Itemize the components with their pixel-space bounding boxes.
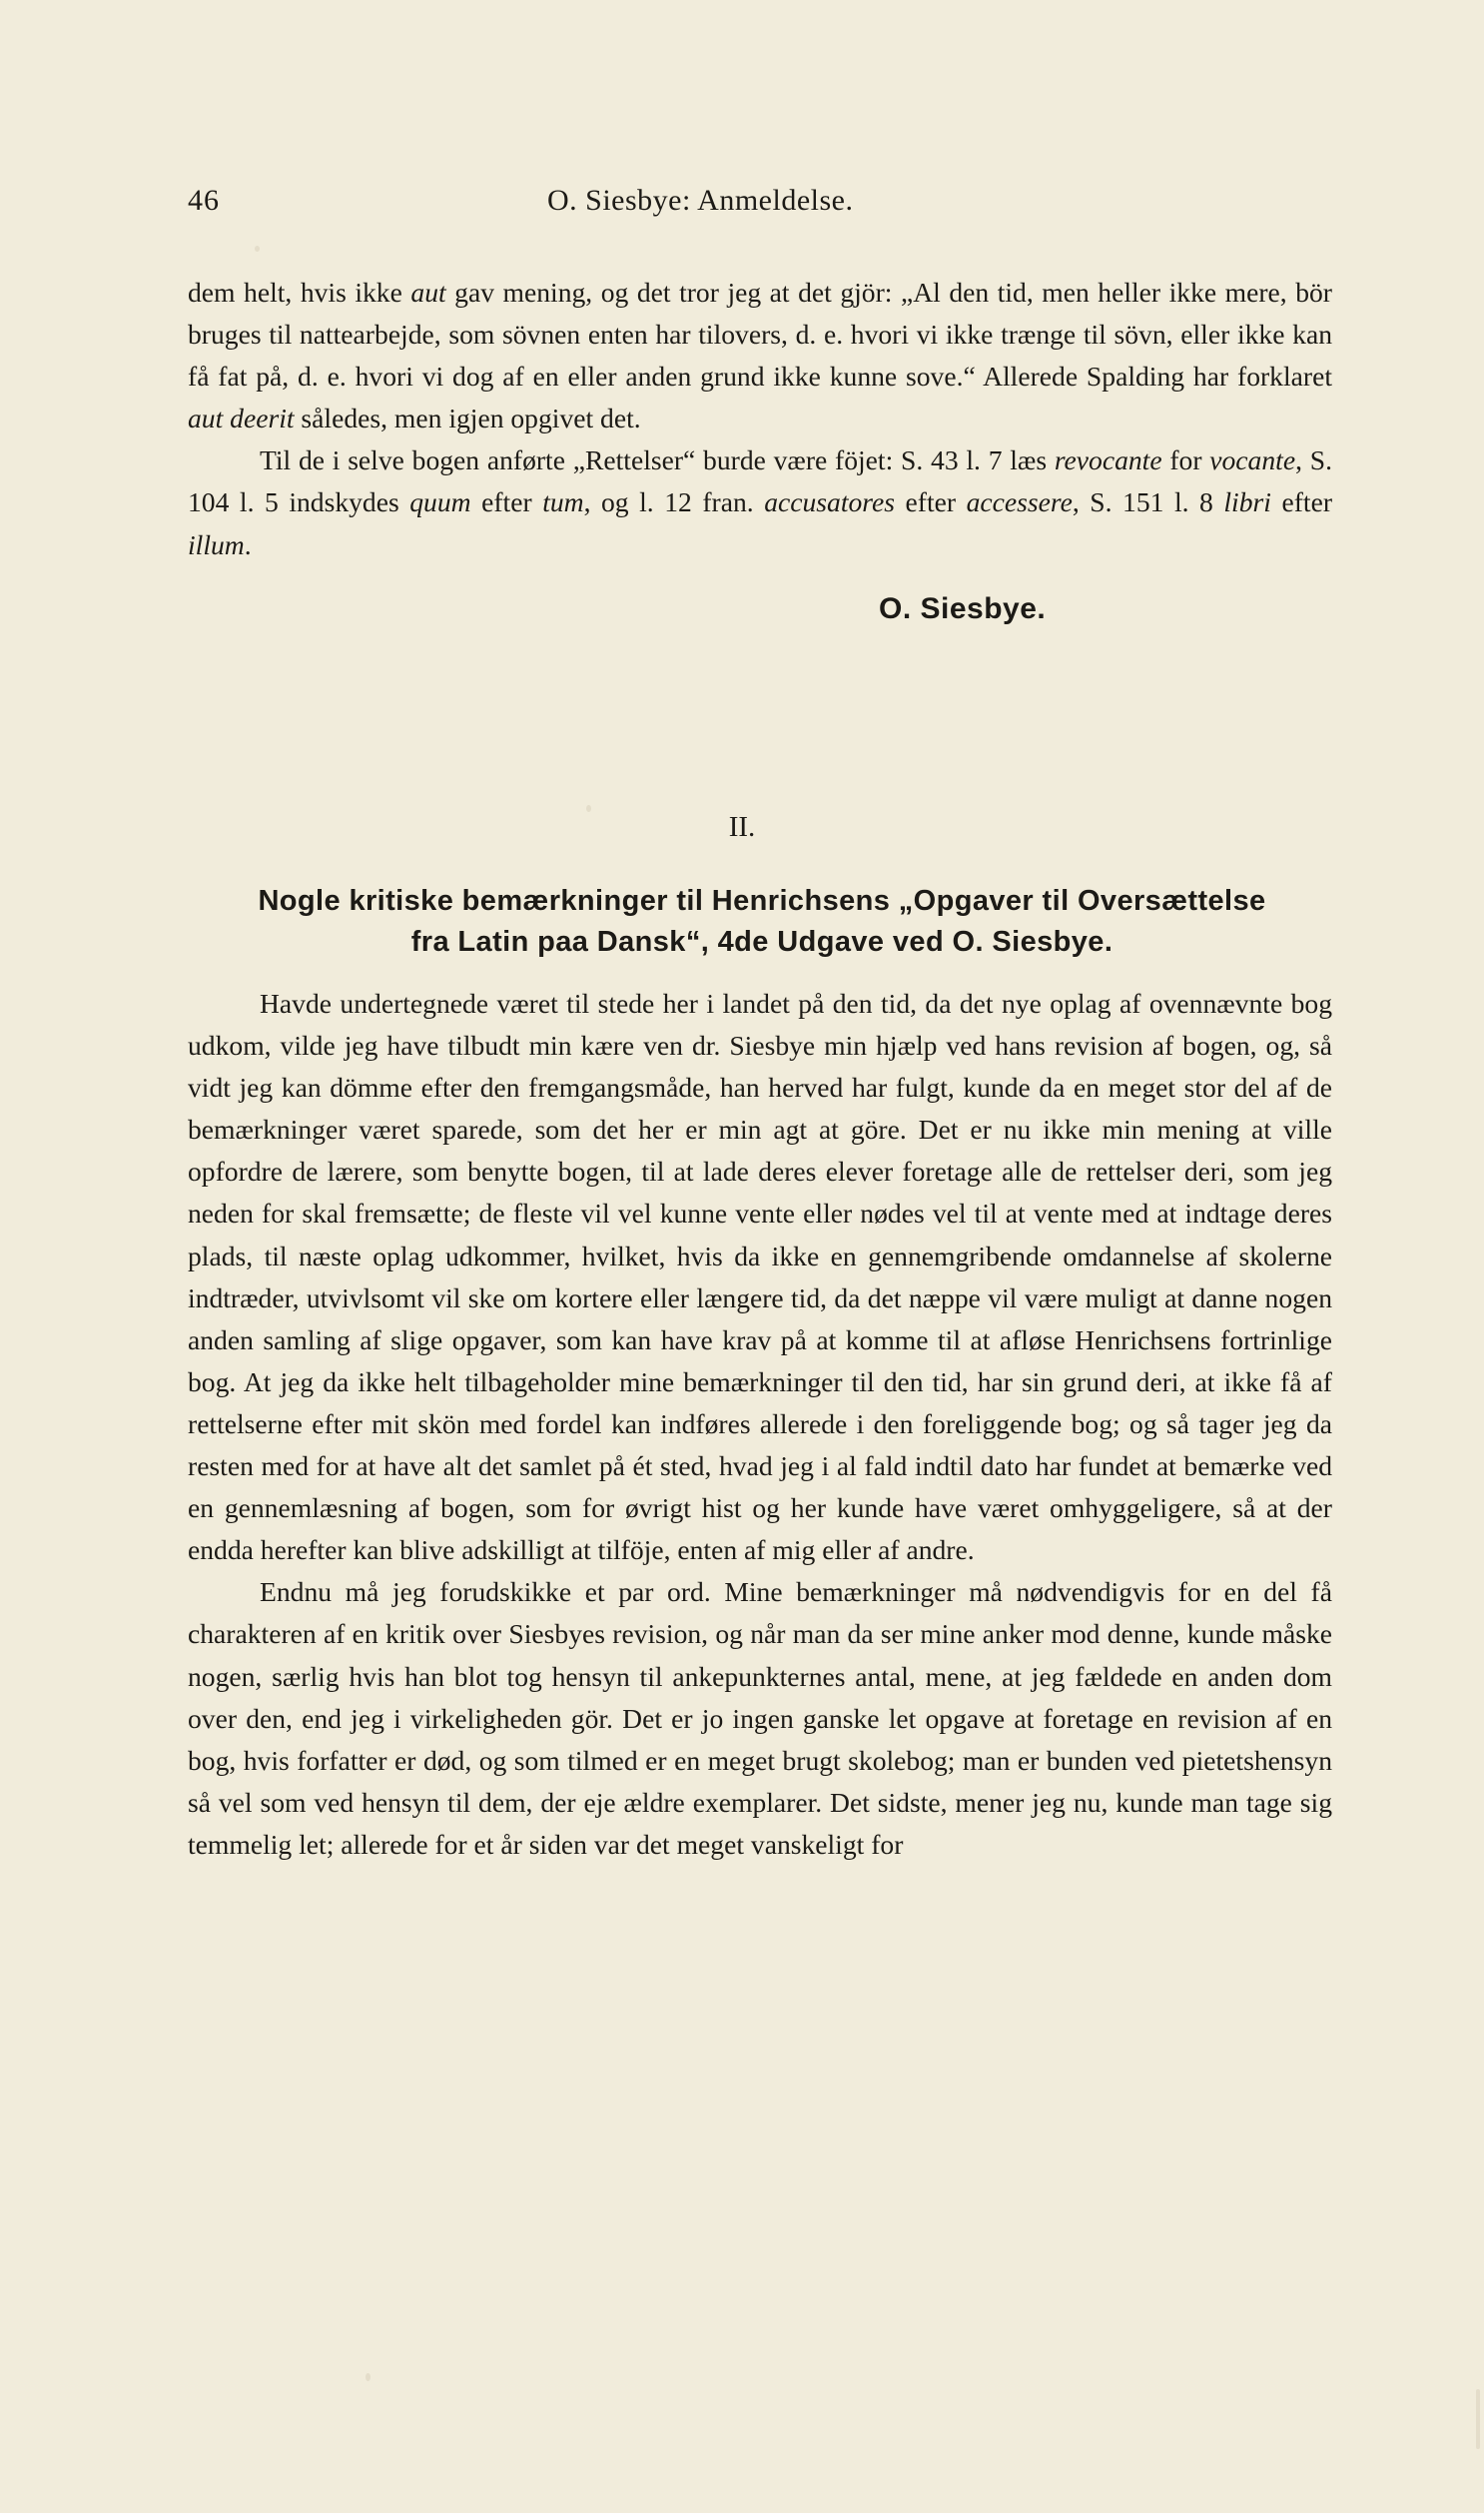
text-run: således, men igjen opgivet det. bbox=[294, 403, 641, 434]
latin-term: libri bbox=[1223, 486, 1271, 518]
text-run: . bbox=[244, 528, 252, 560]
latin-term: vocante bbox=[1209, 444, 1296, 476]
page-edge-mark bbox=[1476, 2389, 1480, 2449]
latin-term: illum bbox=[188, 528, 245, 560]
heading-line: fra Latin paa Dansk“, 4de Udgave ved O. Siesbye. bbox=[410, 926, 1113, 958]
review-conclusion bbox=[188, 272, 1332, 566]
latin-term: tum bbox=[542, 486, 584, 518]
text-run: gav mening, og det tror jeg at det gjör: „Al den tid, men heller ikke mere, bör bruges til nattearbejde, som sövnen enten har tilovers, d. e. hvori vi ikke trænge til sövn, eller ikke kan få fat på, d. e. hvori vi dog af en eller anden grund ikke kunne sove.“ Allerede Spalding har forklaret bbox=[188, 277, 1333, 393]
latin-term: quum bbox=[409, 486, 471, 518]
text-run: efter bbox=[470, 486, 543, 518]
section-heading bbox=[188, 881, 1336, 963]
text-run: for bbox=[1161, 444, 1210, 476]
latin-term: aut deerit bbox=[188, 403, 295, 434]
paragraph: Havde undertegnede været til stede her i landet på den tid, da det nye oplag af ovennævnte bog udkom, vilde jeg have tilbudt min kære ven dr. Siesbye min hjælp ved hans revision af bogen, og, så vidt jeg kan dömme efter den fremgangsmåde, han herved har fulgt, kunde da en meget stor del af de bemærkninger været sparede, som det her er min agt at göre. Det er nu ikke min mening at ville opfordre de lærere, som benytte bogen, til at lade deres elever foretage alle de rettelser deri, som jeg neden for skal fremsætte; de fleste vil vel kunne vente eller nødes vel til at vente med at indtage deres plads, til næste oplag udkommer, hvilket, hvis da ikke en gennemgribende omdannelse af skolerne indtræder, utvivlsomt vil ske om kortere eller længere tid, da det næppe vil være muligt at danne nogen anden samling af slige opgaver, som kan have krav på at komme til at afløse Henrichsens fortrinlige bog. At jeg da ikke helt tilbageholder mine bemærkninger til den tid, har sin grund deri, at ikke få af rettelserne efter mit skön med fordel kan indføres allerede i den foreliggende bog; og så tager jeg da resten med for at have alt det samlet på ét sted, hvad jeg i al fald indtil dato har fundet at bemærke ved en gennemlæsning af bogen, som for øvrigt hist og her kunde have været omhyggeligere, så at der endda herefter kan blive adskilligt at tilföje, enten af mig eller af andre. bbox=[188, 988, 1332, 1566]
author-signature: O. Siesbye. bbox=[879, 592, 1047, 625]
latin-term: revocante bbox=[1054, 444, 1162, 476]
paragraph bbox=[188, 272, 1332, 439]
paper-speck bbox=[586, 805, 591, 812]
latin-term: aut bbox=[410, 277, 446, 308]
paragraph-corrections bbox=[188, 439, 1332, 565]
running-title: O. Siesbye: Anmeldelse. bbox=[547, 184, 854, 217]
text-run: efter bbox=[1270, 486, 1333, 518]
paper-speck bbox=[255, 246, 260, 252]
section-numeral: II. bbox=[728, 811, 756, 843]
text-run: efter bbox=[895, 486, 967, 518]
text-run: Til de i selve bogen anførte „Rettelser“ burde være föjet: S. 43 l. 7 læs bbox=[260, 444, 1055, 476]
text-run: , S. 104 l. 5 indskydes bbox=[188, 444, 1332, 518]
latin-term: accessere bbox=[966, 486, 1073, 518]
text-run: , og l. 12 fran. bbox=[583, 486, 765, 518]
heading-line: Nogle kritiske bemærkninger til Henrichsens „Opgaver til Oversættelse bbox=[258, 885, 1266, 917]
text-run: dem helt, hvis ikke bbox=[188, 277, 411, 308]
paragraph: Endnu må jeg forudskikke et par ord. Mine bemærkninger må nødvendigvis for en del få charakteren af en kritik over Siesbyes revision, og når man da ser mine anker mod denne, kunde måske nogen, særlig hvis han blot tog hensyn til ankepunkternes antal, mene, at jeg fældede en anden dom over den, end jeg i virkeligheden gör. Det er jo ingen ganske let opgave at foretage en revision af en bog, hvis forfatter er død, og som tilmed er en meget brugt skolebog; man er bunden ved pietetshensyn så vel som ved hensyn til dem, der eje ældre exemplarer. Det sidste, mener jeg nu, kunde man tage sig temmelig let; allerede for et år siden var det meget vanskeligt for bbox=[188, 1576, 1332, 1860]
latin-term: accusatores bbox=[764, 486, 895, 518]
page-header bbox=[188, 184, 1336, 224]
paper-speck bbox=[366, 2373, 371, 2381]
article-body bbox=[188, 983, 1332, 1866]
page-number: 46 bbox=[188, 184, 220, 217]
text-run: , S. 151 l. 8 bbox=[1072, 486, 1224, 518]
